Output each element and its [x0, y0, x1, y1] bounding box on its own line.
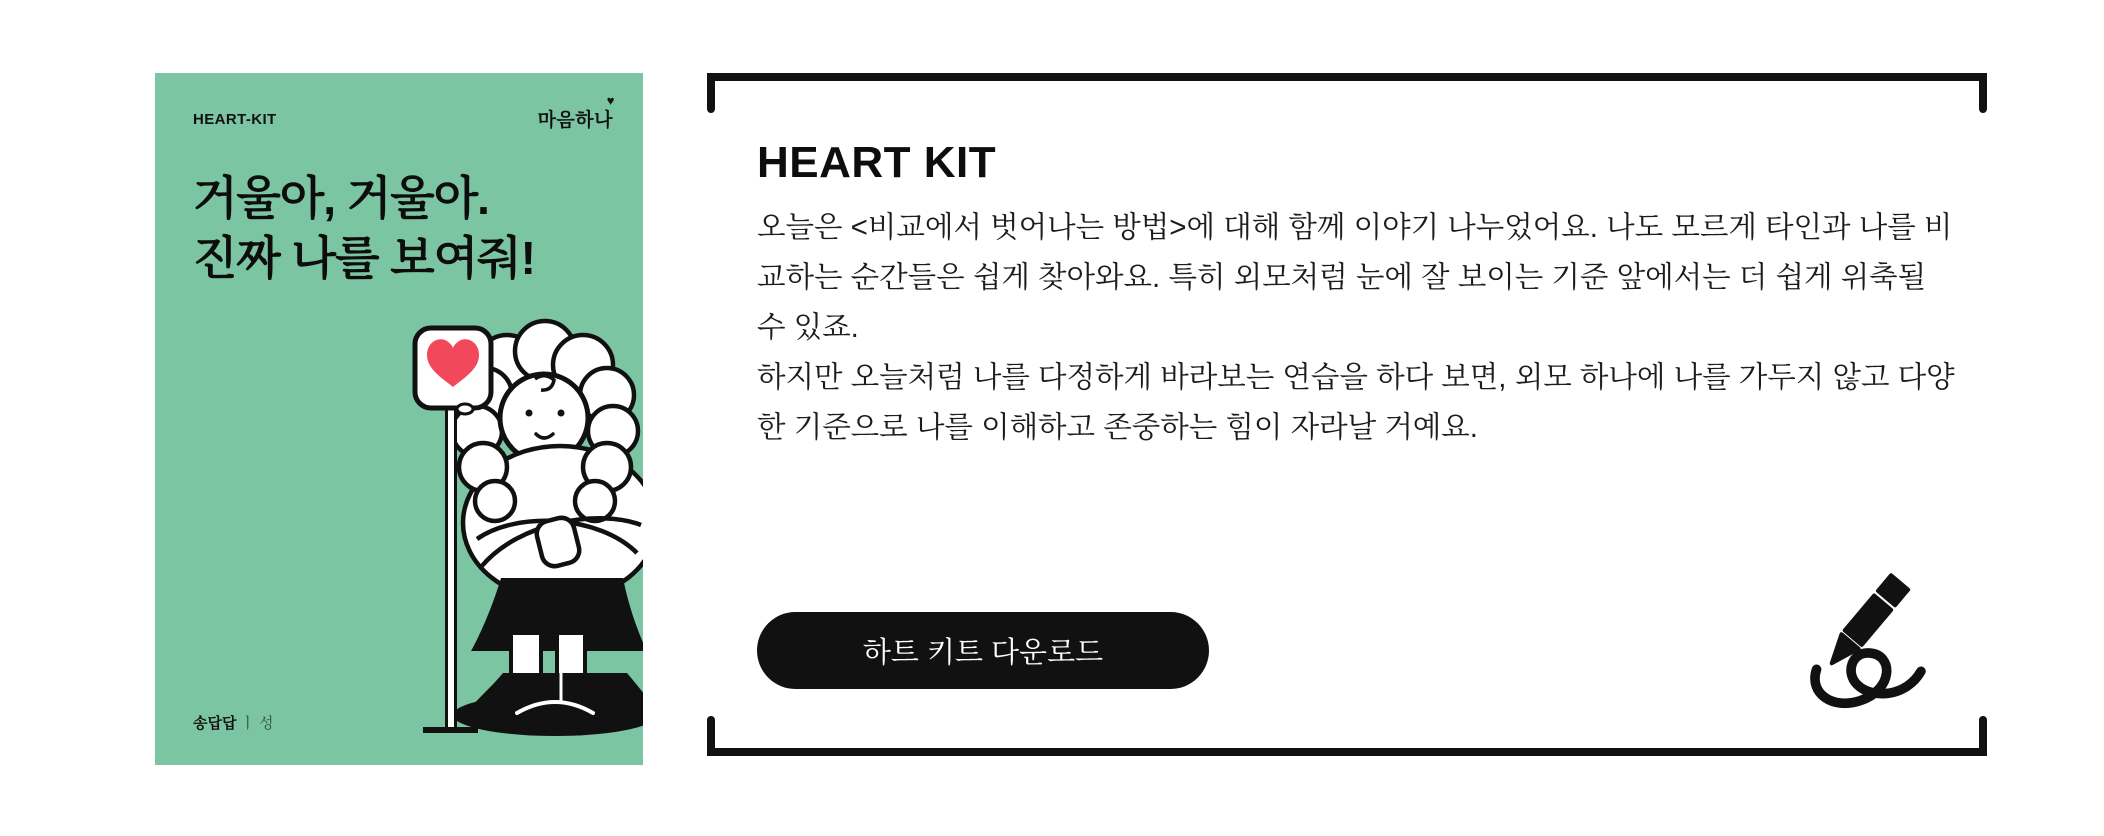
boots: [466, 673, 643, 723]
panel-body-text: [757, 203, 1957, 453]
heart-sign-illustration: [155, 73, 643, 765]
logo-heart-icon: ♥: [606, 93, 615, 108]
frame-top-line: [707, 73, 1987, 81]
frame-bottom-line: [707, 748, 1987, 756]
frame-corner-bottom-left: [707, 716, 715, 756]
credit-name: 송답답: [193, 715, 237, 732]
panel-heading: HEART KIT: [757, 138, 997, 187]
credit-suffix: 성: [258, 715, 274, 732]
brand-label: HEART-KIT: [193, 111, 277, 128]
card-title-line1: 거울아, 거울아.: [193, 172, 489, 224]
body-paragraph-2: 하지만 오늘처럼 나를 다정하게 바라보는 연습을 하다 보면, 외모 하나에 나를 가두지 않고 다양한 기준으로 나를 이해하고 존중하는 힘이 자라날 거예요.: [757, 361, 1955, 444]
body-paragraph-1: 오늘은 <비교에서 벗어나는 방법>에 대해 함께 이야기 나누었어요. 나도 모르게 타인과 나를 비교하는 순간들은 쉽게 찾아와요. 특히 외모처럼 눈에 잘 보이는 기준 앞에서는 더 쉽게 위축될 수 있죠.: [757, 211, 1953, 344]
sign-pole: [447, 408, 456, 730]
card-title-line2: 진짜 나를 보여줘!: [193, 231, 535, 284]
pencil-scribble-icon: [1805, 570, 1970, 722]
heart-kit-card: [155, 73, 643, 765]
credit-divider: ㅣ: [240, 715, 255, 732]
logo-text: 마음하나: [537, 110, 613, 131]
frame-corner-top-left: [707, 73, 715, 113]
credit: [193, 712, 273, 733]
frame-corner-top-right: [1979, 73, 1987, 113]
frame-corner-bottom-right: [1979, 716, 1987, 756]
heart-kit-download-button[interactable]: 하트 키트 다운로드: [757, 612, 1209, 689]
